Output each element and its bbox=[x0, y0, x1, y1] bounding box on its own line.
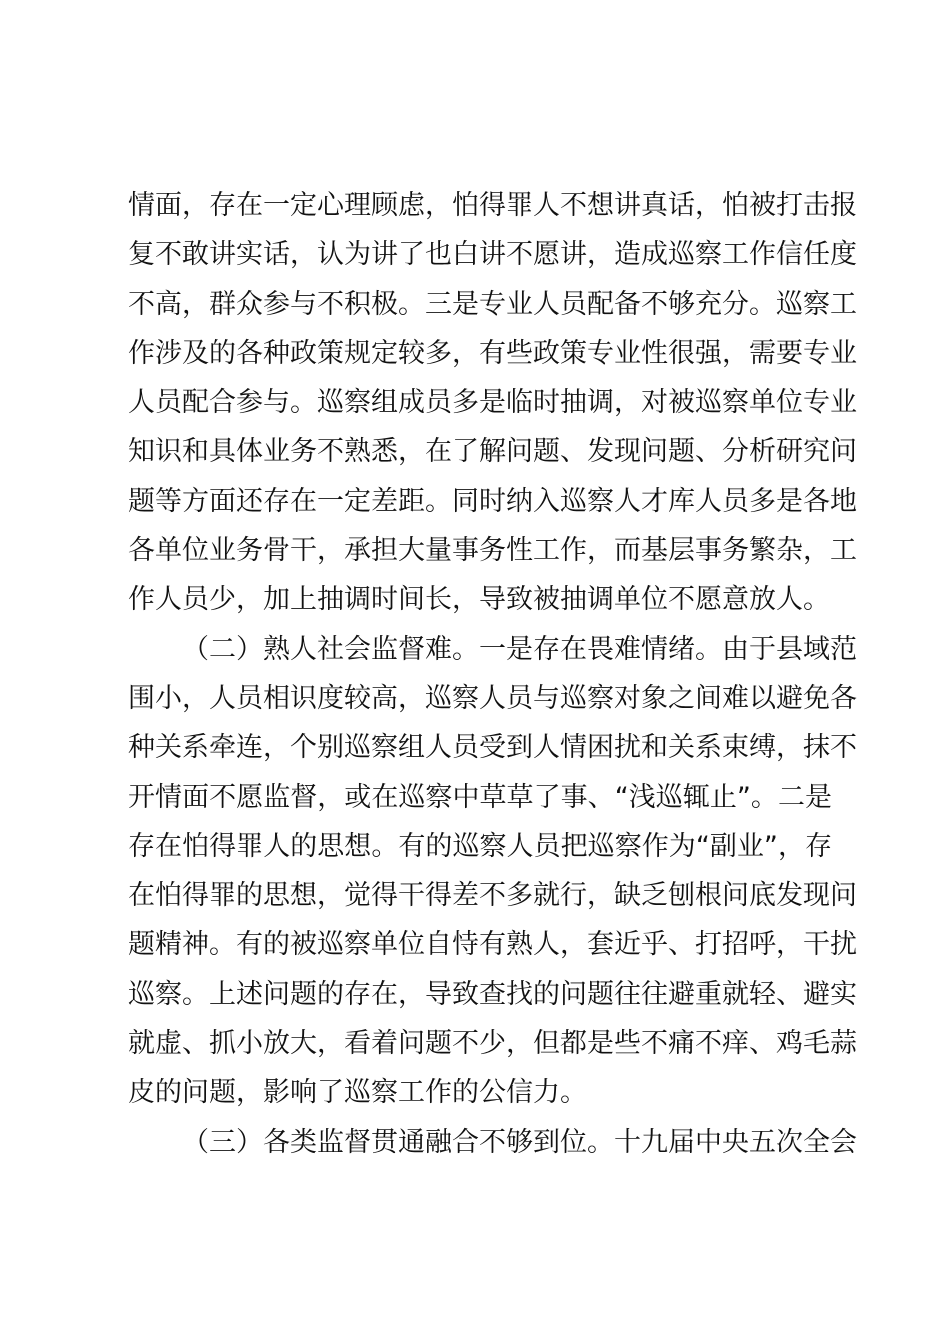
text-line: 题等方面还存在一定差距。同时纳入巡察人才库人员多是各地 bbox=[128, 485, 857, 517]
text-line: （三）各类监督贯通融合不够到位。十九届中央五次全会 bbox=[182, 1126, 857, 1158]
text-line: 存在怕得罪人的思想。有的巡察人员把巡察作为“副业”，存 bbox=[128, 830, 832, 862]
text-line: 知识和具体业务不熟悉，在了解问题、发现问题、分析研究问 bbox=[128, 436, 857, 468]
text-line: 就虚、抓小放大，看着问题不少，但都是些不痛不痒、鸡毛蒜 bbox=[128, 1028, 857, 1060]
text-line: 不高，群众参与不积极。三是专业人员配备不够充分。巡察工 bbox=[128, 288, 857, 320]
body-text bbox=[128, 181, 857, 1167]
text-line: 作涉及的各种政策规定较多，有些政策专业性很强，需要专业 bbox=[128, 337, 857, 369]
text-line: 巡察。上述问题的存在，导致查找的问题往往避重就轻、避实 bbox=[128, 978, 857, 1010]
text-line: 皮的问题，影响了巡察工作的公信力。 bbox=[128, 1077, 587, 1109]
text-line: 人员配合参与。巡察组成员多是临时抽调，对被巡察单位专业 bbox=[128, 387, 857, 419]
text-line: 情面，存在一定心理顾虑，怕得罪人不想讲真话，怕被打击报 bbox=[128, 190, 857, 221]
text-line: 围小，人员相识度较高，巡察人员与巡察对象之间难以避免各 bbox=[128, 682, 857, 714]
text-line: 在怕得罪的思想，觉得干得差不多就行，缺乏刨根问底发现问 bbox=[128, 880, 857, 912]
text-line: 作人员少，加上抽调时间长，导致被抽调单位不愿意放人。 bbox=[128, 584, 830, 616]
text-line: （二）熟人社会监督难。一是存在畏难情绪。由于县域范 bbox=[182, 633, 857, 665]
text-line: 开情面不愿监督，或在巡察中草草了事、“浅巡辄止”。二是 bbox=[128, 781, 832, 813]
text-line: 种关系牵连，个别巡察组人员受到人情困扰和关系束缚，抹不 bbox=[128, 732, 857, 764]
text-line: 题精神。有的被巡察单位自恃有熟人，套近乎、打招呼，干扰 bbox=[128, 929, 857, 961]
text-line: 各单位业务骨干，承担大量事务性工作，而基层事务繁杂，工 bbox=[128, 535, 857, 567]
text-line: 复不敢讲实话，认为讲了也白讲不愿讲，造成巡察工作信任度 bbox=[128, 239, 857, 271]
